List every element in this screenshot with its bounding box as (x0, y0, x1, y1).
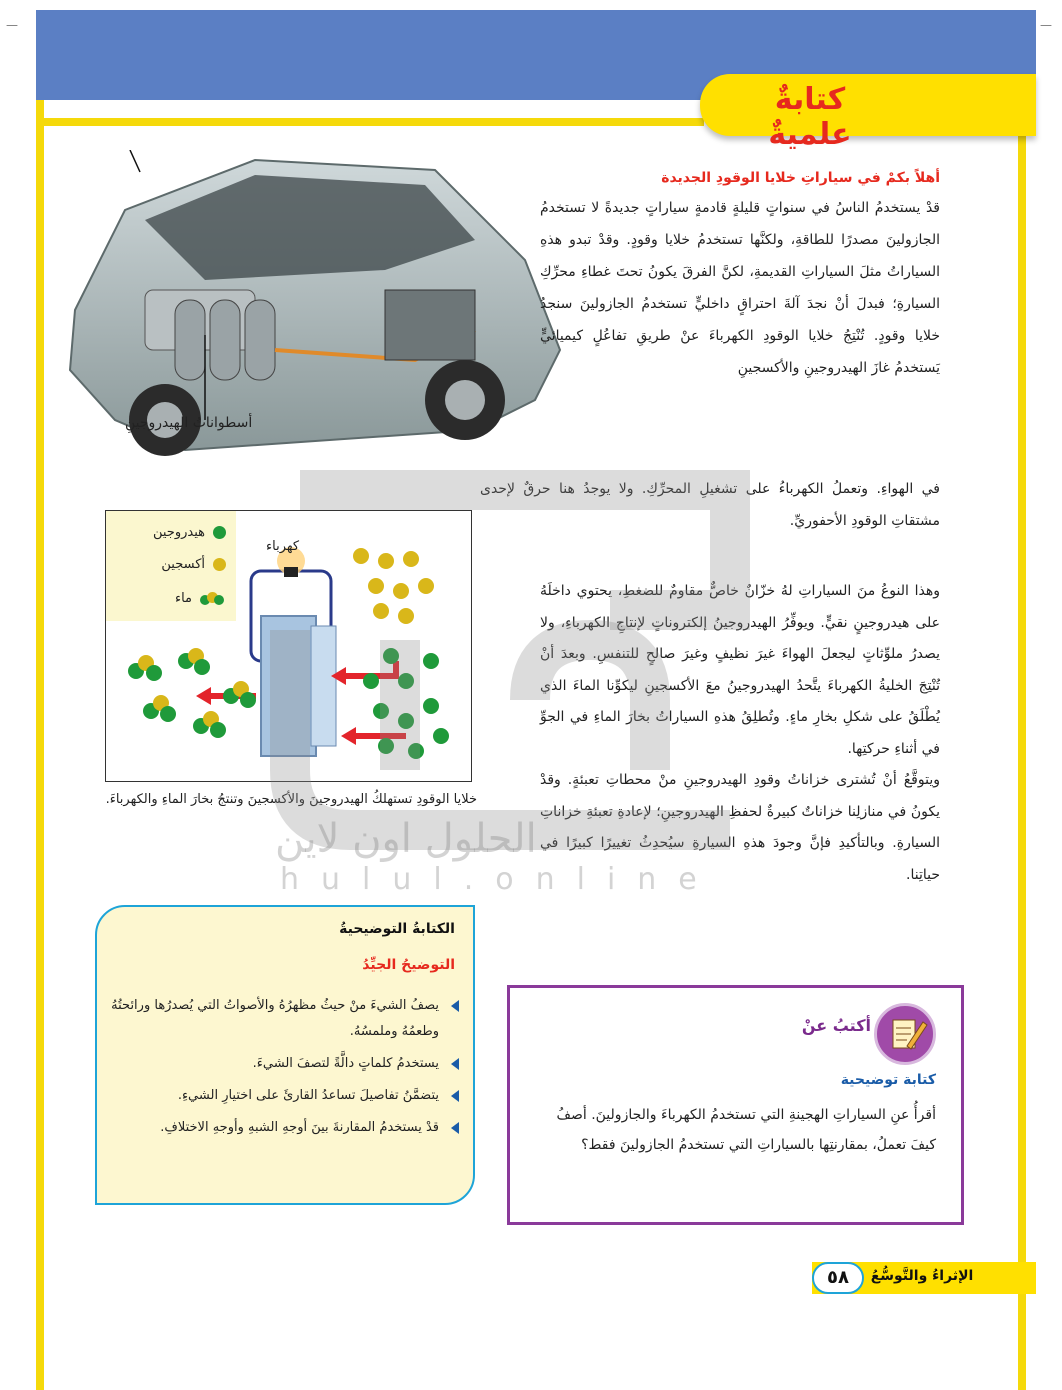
tips-item: يستخدمُ كلماتٍ دالَّةً لتصفَ الشيءَ. (109, 1051, 459, 1077)
write-about-subtitle: كتابة توضيحية (840, 1072, 936, 1088)
article-paragraph: في الهواءِ. وتعملُ الكهرباءُ على تشغيلِ المحرِّكِ. ولا يوجدُ هنا حرقٌ لإحدى مشتقاتِ الوقودِ الأحفوريِّ. (480, 481, 940, 529)
tips-item: يصفُ الشيءَ منْ حيثُ مظهرُهُ والأصواتُ التي يُصدرُها ورائحتُهُ وطعمُهُ وملمسُهُ. (109, 993, 459, 1045)
footer-section: الإثراءُ والتَّوسُّعُ (870, 1268, 974, 1284)
tips-subtitle: التوضيحُ الجيِّدُ (362, 957, 455, 973)
tips-title: الكتابةُ التوضيحيةُ (339, 921, 455, 937)
article-title: أهلاً بكمْ في سياراتِ خلايا الوقودِ الجديدة (661, 170, 940, 186)
triangle-bullet-icon (451, 1122, 459, 1134)
tips-item: قدْ يستخدمُ المقارنةَ بينَ أوجهِ الشبهِ وأوجهِ الاختلافِ. (109, 1115, 459, 1141)
triangle-bullet-icon (451, 1000, 459, 1012)
article-paragraph: وهذا النوعُ منَ السياراتِ لهُ خزّانٌ خاصٌّ مقاومٌ للضغطِ، يحتوي داخلَهُ على هيدروجينٍ نقيٍّ. ويوفِّرُ الهيدروجينُ إلكتروناتٍ لإنتاجِ الكهرباءِ، ولا يصدرُ ملوِّثاتٍ ليجعلَ الهواءَ غيرَ نظيفٍ وغيرَ صالحٍ للتنفسِ. وبعدَ أنْ تُنْتِجَ الخليةُ الكهرباءَ يتَّحدُ الهيدروجينُ معَ الأكسجينِ ليكوِّنا الماءَ الذي يُطْلَقُ على شكلِ بخارِ ماءٍ. وتُطلِقُ هذهِ السياراتُ بخارَ الماءِ في الجوِّ في أثناءِ حركتِها. (540, 583, 940, 757)
fuel-cell-diagram (105, 510, 472, 782)
article-top (540, 170, 940, 384)
write-about-box (507, 985, 964, 1225)
tips-list (109, 993, 459, 1147)
legend-label: ماء (174, 591, 192, 606)
page-title: كتابةٌ علميةٌ (768, 82, 852, 152)
write-about-title: أكتبُ عنْ (801, 1016, 871, 1035)
page-number: ٥٨ (812, 1262, 864, 1294)
hydrogen-tanks-label: أسطواناتُ الهيدروجينِ (125, 415, 253, 431)
triangle-bullet-icon (451, 1090, 459, 1102)
header-rule (44, 118, 704, 126)
triangle-bullet-icon (451, 1058, 459, 1070)
tips-item: يتضمَّنُ تفاصيلَ تساعدُ القارئَ على اختيارِ الشيءِ. (109, 1083, 459, 1109)
pencil-notepad-icon (874, 1003, 936, 1065)
explanatory-writing-tips (95, 905, 475, 1205)
article-paragraph: قدْ يستخدمُ الناسُ في سنواتٍ قليلةٍ قادمةٍ سياراتٍ جديدةً لا تستخدمُ الجازولينَ مصدرًا للطاقةِ، ولكنَّها تستخدمُ خلايا وقودٍ. وقدْ تبدو هذهِ السياراتُ مثلَ السياراتِ القديمةِ، لكنَّ الفرقَ يكونُ تحتَ غطاءِ محرِّكِ السيارةِ؛ فبدلَ أنْ نجدَ آلةَ احتراقٍ داخليٍّ تستخدمُ الجازولينَ سنجدُ خلايا وقودٍ. تُنْتِجُ خلايا الوقودِ الكهرباءَ عنْ طريقِ تفاعُلٍ كيميائيٍّ يَستخدمُ غازَ الهيدروجينِ والأكسجينِ (540, 200, 940, 376)
registration-mark: — (6, 18, 18, 32)
legend-label: هيدروجين (152, 525, 205, 540)
diagram-caption: خلايا الوقودِ تستهلكُ الهيدروجينَ والأكسجينَ وتنتجُ بخارَ الماءِ والكهرباءَ. (105, 792, 477, 807)
electricity-label: كهرباء (266, 539, 300, 554)
write-about-prompt: أقرأُ عنِ السياراتِ الهجينةِ التي تستخدمُ الكهرباءَ والجازولينَ. أصفُ كيفَ تعملُ، بمقارنتِها بالسياراتِ التي تستخدمُ الجازولينَ فقط؟ (556, 1107, 936, 1153)
registration-mark: — (1040, 18, 1052, 32)
legend-label: أكسجين (161, 557, 205, 572)
watermark-arabic: الحلول اون لاين (275, 816, 537, 862)
article-col2 (540, 576, 940, 891)
article-paragraph: ويتوقَّعُ أنْ تُشترى خزاناتُ وقودِ الهيدروجينِ منْ محطاتِ تعبئةٍ. وقدْ يكونُ في منازلِنا خزاناتٌ كبيرةٌ لحفظِ الهيدروجينِ؛ لإعادةِ تعبئةِ خزاناتِ السيارةِ. وبالتأكيدِ فإنَّ وجودَ هذهِ السيارةِ سيُحدِثُ تغييرًا كبيرًا في حياتِنا. (540, 772, 940, 883)
watermark-latin: hulul.online (280, 862, 719, 897)
